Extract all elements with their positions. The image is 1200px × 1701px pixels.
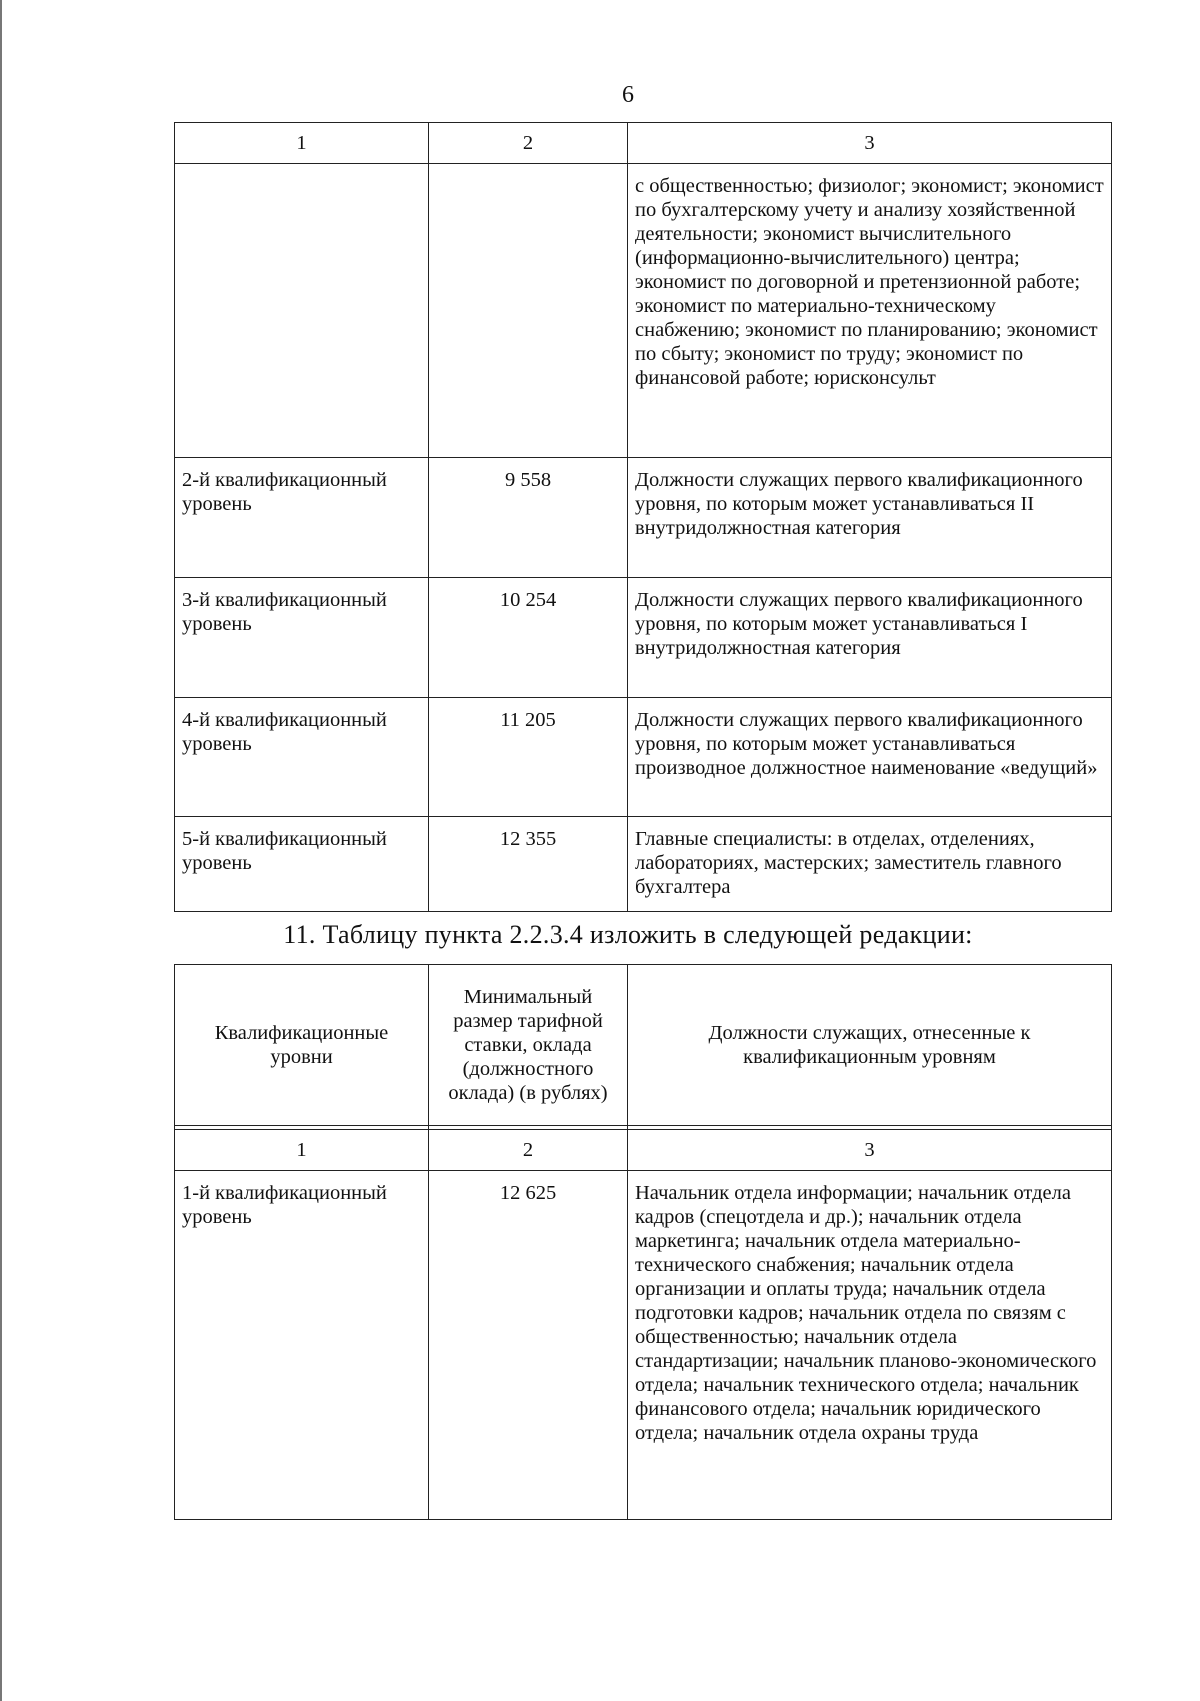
level-cell: 2-й квалификационный уровень (175, 458, 429, 578)
table-row (175, 698, 1112, 817)
qualification-table-continued (174, 122, 1112, 912)
positions-cell: Должности служащих первого квалификационного уровня, по которым может устанавливаться II внутридолжностная категория (628, 458, 1112, 578)
scan-edge-line (0, 0, 2, 1701)
header-positions: Должности служащих, отнесенные к квалификационным уровням (628, 965, 1112, 1126)
header-salary: Минимальный размер тарифной ставки, оклада (должностного оклада) (в рублях) (429, 965, 628, 1126)
positions-cell: Должности служащих первого квалификационного уровня, по которым может устанавливаться производное должностное наименование «ведущий» (628, 698, 1112, 817)
level-cell: 4-й квалификационный уровень (175, 698, 429, 817)
header-levels: Квалификационные уровни (175, 965, 429, 1126)
col-number: 1 (175, 123, 429, 164)
salary-cell: 9 558 (429, 458, 628, 578)
col-number: 2 (429, 123, 628, 164)
table-row (175, 458, 1112, 578)
table-column-numbers (175, 1130, 1112, 1171)
col-number: 3 (628, 123, 1112, 164)
table-row (175, 817, 1112, 912)
table-header-row (175, 965, 1112, 1126)
col-number: 2 (429, 1130, 628, 1171)
level-cell: 1-й квалификационный уровень (175, 1171, 429, 1520)
positions-cell: Главные специалисты: в отделах, отделениях, лабораториях, мастерских; заместитель главного бухгалтера (628, 817, 1112, 912)
table-row (175, 578, 1112, 698)
positions-cell: с общественностью; физиолог; экономист; экономист по бухгалтерскому учету и анализу хозяйственной деятельности; экономист вычислительного (информационно-вычислительного) центра; экономист по договорной и претензионной работе; экономист по материально-техническому снабжению; экономист по планированию; экономист по сбыту; экономист по труду; экономист по финансовой работе; юрисконсульт (628, 164, 1112, 458)
col-number: 3 (628, 1130, 1112, 1171)
positions-cell: Начальник отдела информации; начальник отдела кадров (спецотдела и др.); начальник отдела маркетинга; начальник отдела материально-технического снабжения; начальник отдела организации и оплаты труда; начальник отдела подготовки кадров; начальник отдела по связям с общественностью; начальник отдела стандартизации; начальник планово-экономического отдела; начальник технического отдела; начальник финансового отдела; начальник юридического отдела; начальник отдела охраны труда (628, 1171, 1112, 1520)
qualification-table-new (174, 964, 1112, 1520)
salary-cell: 12 355 (429, 817, 628, 912)
level-cell: 5-й квалификационный уровень (175, 817, 429, 912)
level-cell (175, 164, 429, 458)
positions-cell: Должности служащих первого квалификационного уровня, по которым может устанавливаться I внутридолжностная категория (628, 578, 1112, 698)
table-row (175, 164, 1112, 458)
col-number: 1 (175, 1130, 429, 1171)
level-cell: 3-й квалификационный уровень (175, 578, 429, 698)
salary-cell: 11 205 (429, 698, 628, 817)
table-row (175, 1171, 1112, 1520)
section-heading: 11. Таблицу пункта 2.2.3.4 изложить в следующей редакции: (283, 920, 973, 949)
salary-cell: 10 254 (429, 578, 628, 698)
page-number: 6 (622, 82, 634, 108)
table-column-numbers (175, 123, 1112, 164)
salary-cell: 12 625 (429, 1171, 628, 1520)
salary-cell (429, 164, 628, 458)
